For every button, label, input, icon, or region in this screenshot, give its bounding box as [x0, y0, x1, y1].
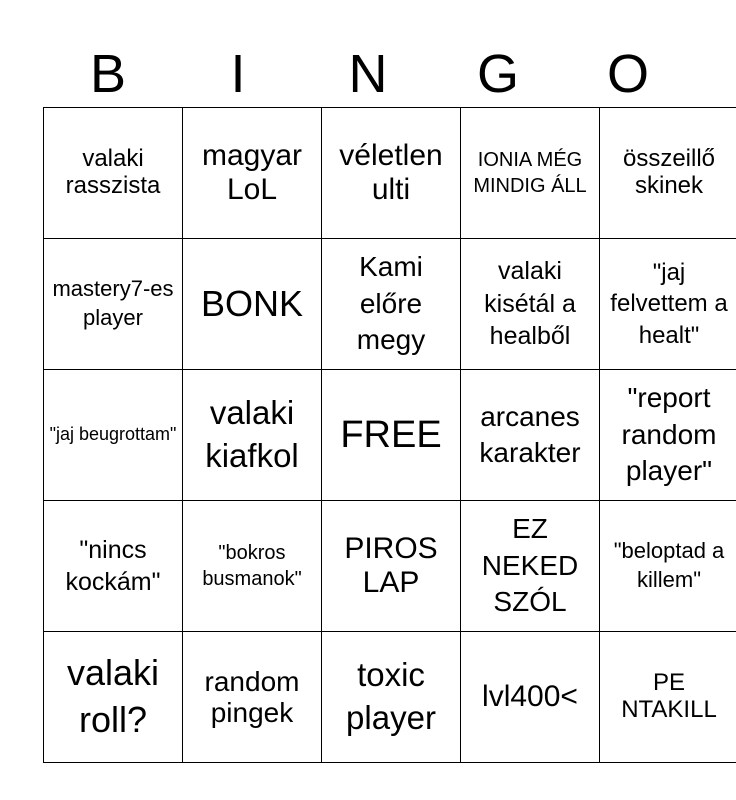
bingo-cell[interactable]: PIROS LAP: [322, 501, 461, 632]
bingo-cell[interactable]: lvl400<: [461, 632, 600, 763]
grid-row-2: [44, 239, 736, 370]
bingo-cell[interactable]: PE NTAKILL: [600, 632, 736, 763]
bingo-cell[interactable]: BONK: [183, 239, 322, 370]
bingo-cell[interactable]: "bokros busmanok": [183, 501, 322, 632]
bingo-cell[interactable]: toxic player: [322, 632, 461, 763]
bingo-cell[interactable]: valaki rasszista: [44, 108, 183, 239]
bingo-cell[interactable]: valaki kiafkol: [183, 370, 322, 501]
bingo-cell[interactable]: arcanes karakter: [461, 370, 600, 501]
bingo-cell[interactable]: "nincs kockám": [44, 501, 183, 632]
bingo-grid: [43, 107, 736, 763]
grid-row-4: [44, 501, 736, 632]
free-space-cell[interactable]: FREE: [322, 370, 461, 501]
header-letter-o: O: [606, 44, 649, 104]
bingo-cell[interactable]: magyar LoL: [183, 108, 322, 239]
bingo-cell[interactable]: IONIA MÉG MINDIG ÁLL: [461, 108, 600, 239]
grid-row-3: [44, 370, 736, 501]
bingo-header: [43, 40, 693, 108]
bingo-cell[interactable]: "beloptad a killem": [600, 501, 736, 632]
header-letter-i: I: [230, 44, 246, 104]
bingo-cell[interactable]: Kami előre megy: [322, 239, 461, 370]
bingo-cell[interactable]: valaki roll?: [44, 632, 183, 763]
header-letter-g: G: [476, 44, 519, 104]
bingo-cell[interactable]: véletlen ulti: [322, 108, 461, 239]
bingo-cell[interactable]: összeillő skinek: [600, 108, 736, 239]
bingo-cell[interactable]: random pingek: [183, 632, 322, 763]
bingo-cell[interactable]: EZ NEKED SZÓL: [461, 501, 600, 632]
header-letter-n: N: [348, 44, 388, 104]
grid-row-5: [44, 632, 736, 763]
header-letter-b: B: [89, 44, 127, 104]
bingo-cell[interactable]: mastery7-es player: [44, 239, 183, 370]
grid-row-1: [44, 108, 736, 239]
bingo-cell[interactable]: "jaj felvettem a healt": [600, 239, 736, 370]
bingo-cell[interactable]: valaki kisétál a healből: [461, 239, 600, 370]
bingo-cell[interactable]: "report random player": [600, 370, 736, 501]
bingo-cell[interactable]: "jaj beugrottam": [44, 370, 183, 501]
